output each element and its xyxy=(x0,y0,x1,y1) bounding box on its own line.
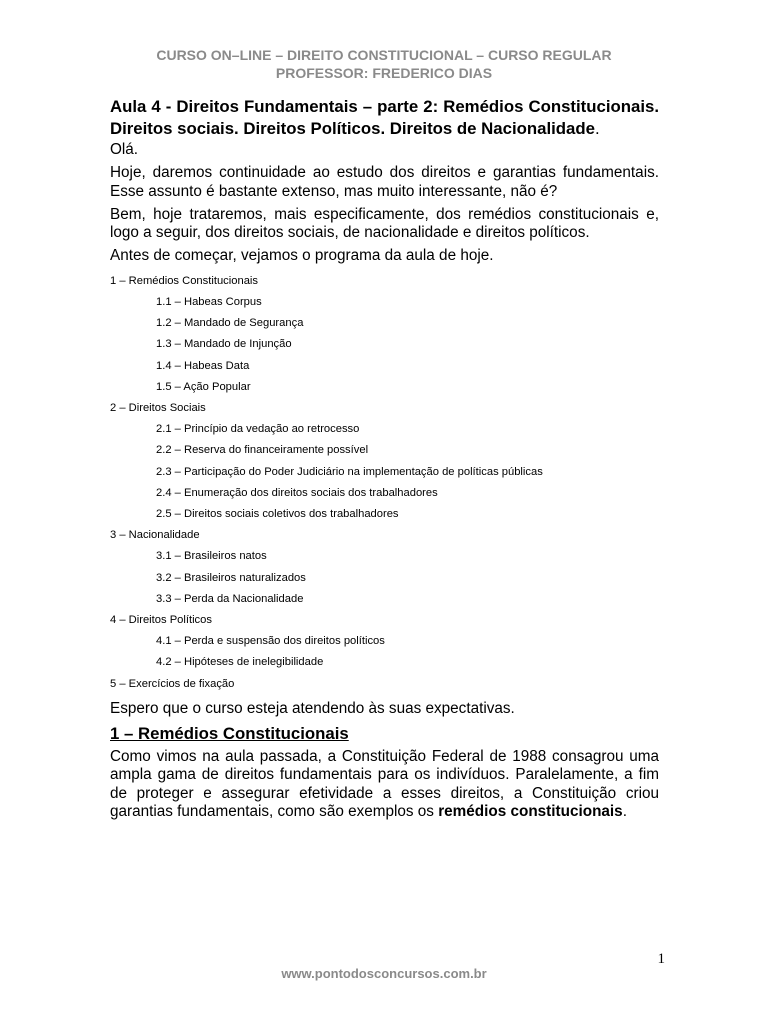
section-1-heading: 1 – Remédios Constitucionais xyxy=(110,724,349,744)
lesson-title xyxy=(110,96,659,139)
program-subitem: 2.5 – Direitos sociais coletivos dos trabalhadores xyxy=(156,508,399,521)
section-1-text: Como vimos na aula passada, a Constituição Federal de 1988 consagrou uma ampla gama de direitos fundamentais para os indivíduos. Paralelamente, a fim de proteger e assegurar efetividade a esses direitos, a Constituição criou garantias fundamentais, como são exemplos os xyxy=(110,748,659,821)
program-subitem: 1.5 – Ação Popular xyxy=(156,380,251,393)
program-section: 3 – Nacionalidade xyxy=(110,529,200,542)
closing-paragraph: Espero que o curso esteja atendendo às suas expectativas. xyxy=(110,699,515,717)
program-subitem: 3.3 – Perda da Nacionalidade xyxy=(156,592,304,605)
program-subitem: 3.1 – Brasileiros natos xyxy=(156,550,267,563)
program-subitem: 2.1 – Princípio da vedação ao retrocesso xyxy=(156,423,360,436)
header-professor-line: PROFESSOR: FREDERICO DIAS xyxy=(275,65,493,81)
lesson-title-text: Aula 4 - Direitos Fundamentais – parte 2: Remédios Constitucionais. Direitos sociais. Direitos Políticos. Direitos de Nacionalidade xyxy=(110,97,659,138)
program-subitem: 2.2 – Reserva do financeiramente possível xyxy=(156,444,369,457)
program-subitem: 1.4 – Habeas Data xyxy=(156,359,250,372)
lesson-title-period: . xyxy=(594,118,600,138)
program-subitem: 2.4 – Enumeração dos direitos sociais dos trabalhadores xyxy=(156,486,438,499)
program-subitem: 4.1 – Perda e suspensão dos direitos políticos xyxy=(156,635,385,648)
intro-paragraph-2: Bem, hoje trataremos, mais especificamente, dos remédios constitucionais e, logo a seguir, dos direitos sociais, de nacionalidade e direitos políticos. xyxy=(110,205,659,242)
program-subitem: 3.2 – Brasileiros naturalizados xyxy=(156,571,306,584)
program-section: 4 – Direitos Políticos xyxy=(110,614,212,627)
program-subitem: 1.1 – Habeas Corpus xyxy=(156,295,262,308)
program-subitem: 2.3 – Participação do Poder Judiciário na implementação de políticas públicas xyxy=(156,465,543,478)
program-subitem: 4.2 – Hipóteses de inelegibilidade xyxy=(156,656,324,669)
program-section: 2 – Direitos Sociais xyxy=(110,402,206,414)
program-section: 1 – Remédios Constitucionais xyxy=(110,274,258,287)
section-1-paragraph xyxy=(110,748,659,821)
greeting-paragraph: Olá. xyxy=(110,141,139,158)
program-subitem: 1.3 – Mandado de Injunção xyxy=(156,338,292,351)
header-course-line: CURSO ON–LINE – DIREITO CONSTITUCIONAL – CURSO REGULAR xyxy=(156,47,612,63)
intro-paragraph-1: Hoje, daremos continuidade ao estudo dos direitos e garantias fundamentais. Esse assunto é bastante extenso, mas muito interessante, não é? xyxy=(110,164,659,200)
page-content xyxy=(110,96,659,826)
section-1-emphasis: remédios constitucionais xyxy=(438,803,623,821)
footer-website: www.pontodosconcursos.com.br xyxy=(281,966,487,981)
page-number: 1 xyxy=(657,951,665,967)
program-subitem: 1.2 – Mandado de Segurança xyxy=(156,317,304,330)
program-list xyxy=(110,271,659,695)
section-1-period: . xyxy=(622,803,627,821)
program-section: 5 – Exercícios de fixação xyxy=(110,677,235,690)
program-intro-paragraph: Antes de começar, vejamos o programa da aula de hoje. xyxy=(110,247,494,265)
